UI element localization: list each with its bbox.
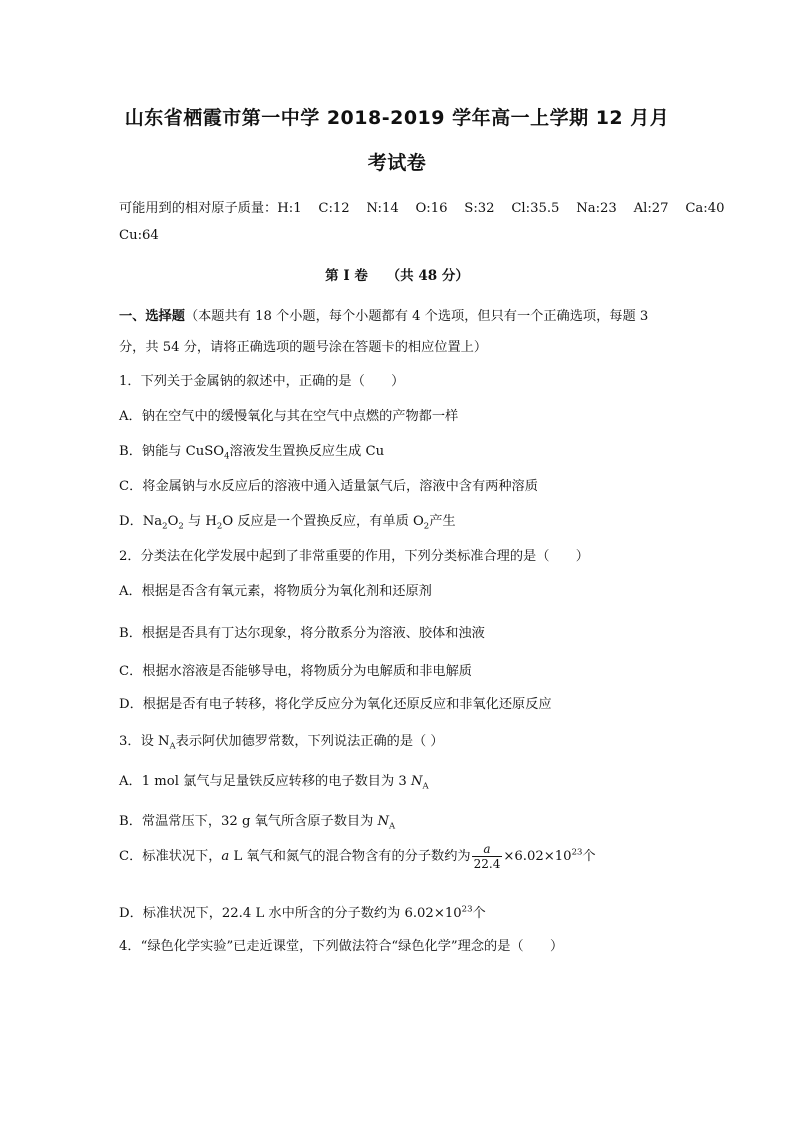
q3c-fraction [472, 842, 503, 871]
q1d-sub-b: 2 [178, 521, 184, 532]
instructions-line1 [119, 305, 648, 324]
q1b-subscript: 4 [224, 451, 230, 462]
q1d-text: D．Na [119, 514, 163, 529]
q3c-exponent: 23 [571, 847, 583, 858]
q3-stem-text: 3．设 N [119, 734, 170, 749]
question-2-option-b: B．根据是否具有丁达尔现象，将分散系分为溶液、胶体和浊液 [119, 626, 485, 641]
q3d-unit: 个 [472, 906, 486, 921]
q3c-a: a [221, 849, 230, 864]
question-1-option-d [119, 510, 456, 532]
q1d-sub-c: 2 [216, 521, 223, 532]
instructions-line2: 分，共 54 分，请将正确选项的题号涂在答题卡的相应位置上） [119, 340, 488, 355]
q3d-exponent: 23 [461, 904, 473, 915]
q3c-fraction-numerator: a [472, 842, 503, 857]
atomic-masses-text: 可能用到的相对原子质量：H:1 C:12 N:14 O:16 S:32 Cl:35.5 Na:23 Al:27 Ca:40 [119, 201, 725, 216]
instructions-heading: 一、选择题 [119, 309, 185, 324]
q1d-mid: 与 H [183, 514, 217, 529]
question-1-option-a: A．钠在空气中的缓慢氧化与其在空气中点燃的产物都一样 [119, 409, 459, 424]
q3d-text: D．标准状况下，22.4 L 水中所含的分子数约为 6.02×10 [119, 906, 462, 921]
q1d-sub-a: 2 [162, 521, 168, 532]
section-heading-text: 第 Ⅰ 卷 （共 48 分） [325, 268, 469, 284]
q3c-tail: ×6.02×10 [503, 849, 572, 864]
question-2-option-a: A．根据是否含有氧元素，将物质分为氧化剂和还原剂 [119, 584, 432, 599]
q3c-unit: 个 [582, 849, 596, 864]
q1d-tail: 产生 [429, 514, 456, 529]
q3-stem-subscript: A [169, 741, 176, 752]
question-1-option-b [119, 440, 384, 462]
instructions-text1: （本题共有 18 个小题，每个小题都有 4 个选项，但只有一个正确选项，每题 3 [184, 309, 649, 324]
question-3-stem [119, 730, 444, 752]
q1b-tail: 溶液发生置换反应生成 Cu [229, 444, 385, 459]
q1d-sub-d: 2 [423, 521, 430, 532]
q3b-na-sub: A [389, 821, 396, 832]
q3a-na: N [410, 774, 423, 789]
atomic-masses-line1 [119, 197, 725, 216]
question-2-option-c: C．根据水溶液是否能够导电，将物质分为电解质和非电解质 [119, 664, 472, 679]
q3b-text: B．常温常压下，32 g 氧气所含原子数目为 [119, 814, 374, 829]
q3a-text: A．1 mol 氯气与足量铁反应转移的电子数目为 3 [119, 774, 407, 789]
question-2-option-d: D．根据是否有电子转移，将化学反应分为氧化还原反应和非氧化还原反应 [119, 697, 552, 712]
question-2-stem: 2．分类法在化学发展中起到了非常重要的作用，下列分类标准合理的是（ ） [119, 549, 589, 564]
q1b-text: B．钠能与 CuSO [119, 444, 225, 459]
question-1-option-c: C．将金属钠与水反应后的溶液中通入适量氯气后，溶液中含有两种溶质 [119, 479, 538, 494]
exam-title-line1: 山东省栖霞市第一中学 2018-2019 学年高一上学期 12 月月 [124, 107, 670, 129]
question-1-stem: 1．下列关于金属钠的叙述中，正确的是（ ） [119, 374, 405, 389]
q3-stem-tail: 表示阿伏加德罗常数，下列说法正确的是（ ） [175, 734, 444, 749]
exam-title-line2: 考试卷 [367, 152, 427, 174]
section-heading [0, 264, 794, 284]
q1d-o: O [167, 514, 179, 529]
q3c-text: C．标准状况下， [119, 849, 222, 864]
question-3-option-c [119, 842, 596, 871]
question-3-option-d [119, 902, 486, 921]
question-3-option-b [119, 810, 395, 832]
question-4-stem: 4．“绿色化学实验”已走近课堂，下列做法符合“绿色化学”理念的是（ ） [119, 939, 564, 954]
question-3-option-a [119, 770, 429, 792]
atomic-masses-line2: Cu:64 [119, 228, 159, 243]
q3c-fraction-denominator: 22.4 [473, 857, 501, 871]
q3b-na: N [377, 814, 390, 829]
q3c-mid: L 氧气和氮气的混合物含有的分子数约为 [229, 849, 471, 864]
q3a-na-sub: A [422, 781, 429, 792]
q1d-mid2: O 反应是一个置换反应，有单质 O [222, 514, 424, 529]
